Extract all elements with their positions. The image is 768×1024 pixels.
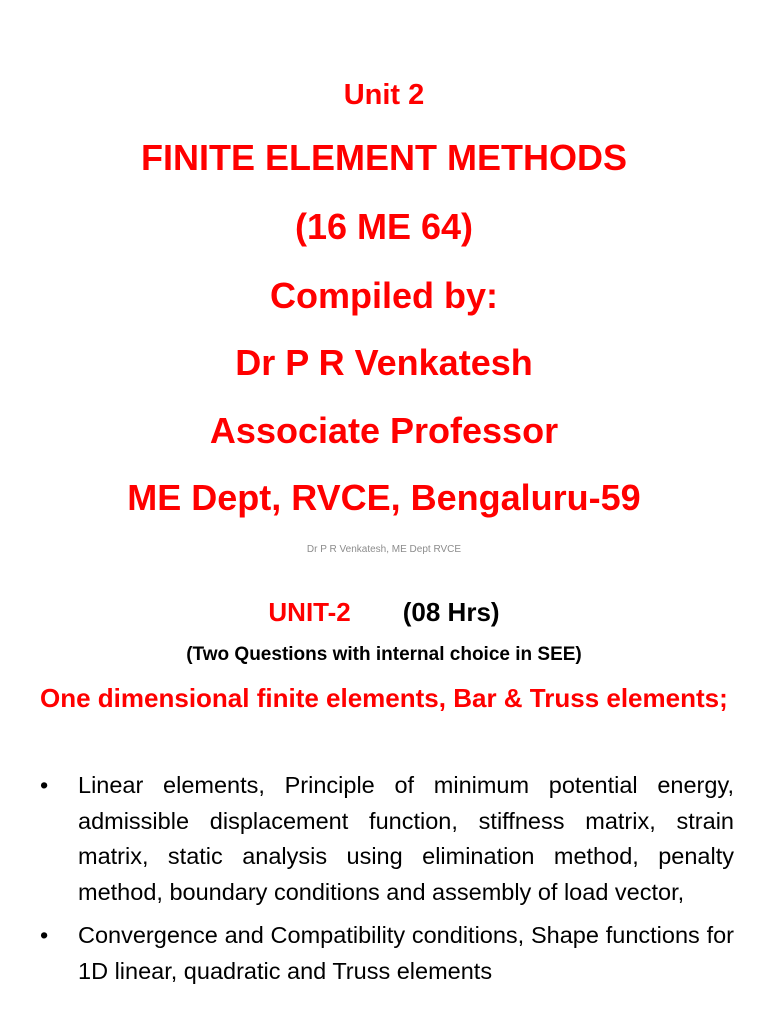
course-title: FINITE ELEMENT METHODS: [141, 137, 627, 178]
unit-label: Unit 2: [343, 79, 425, 111]
exam-note: (Two Questions with internal choice in SEE): [186, 644, 582, 665]
unit-code: UNIT-2: [268, 597, 351, 627]
topic-bullet-list: [40, 768, 734, 997]
syllabus-slide: [0, 576, 768, 1024]
list-item: [40, 918, 734, 989]
unit-hours: (08 Hrs): [402, 597, 500, 627]
bullet-text: Convergence and Compatibility conditions, Shape functions for 1D linear, quadratic and Truss elements: [78, 922, 734, 984]
author-name: Dr P R Venkatesh: [235, 342, 533, 383]
bullet-text: Linear elements, Principle of minimum potential energy, admissible displacement function, stiffness matrix, strain matrix, static analysis using elimination method, penalty method, boundary conditions and assembly of load vector,: [78, 772, 734, 905]
bullet-icon: •: [40, 772, 49, 798]
compiled-by-label: Compiled by:: [269, 275, 498, 316]
topic-heading: One dimensional finite elements, Bar & Truss elements;: [40, 683, 728, 713]
author-department: ME Dept, RVCE, Bengaluru-59: [127, 477, 641, 518]
list-item: [40, 768, 734, 910]
slide-footer: Dr P R Venkatesh, ME Dept RVCE: [306, 544, 462, 555]
course-code: (16 ME 64): [294, 206, 474, 247]
bullet-icon: •: [40, 922, 49, 948]
unit-header: [0, 596, 768, 628]
author-designation: Associate Professor: [209, 410, 559, 451]
